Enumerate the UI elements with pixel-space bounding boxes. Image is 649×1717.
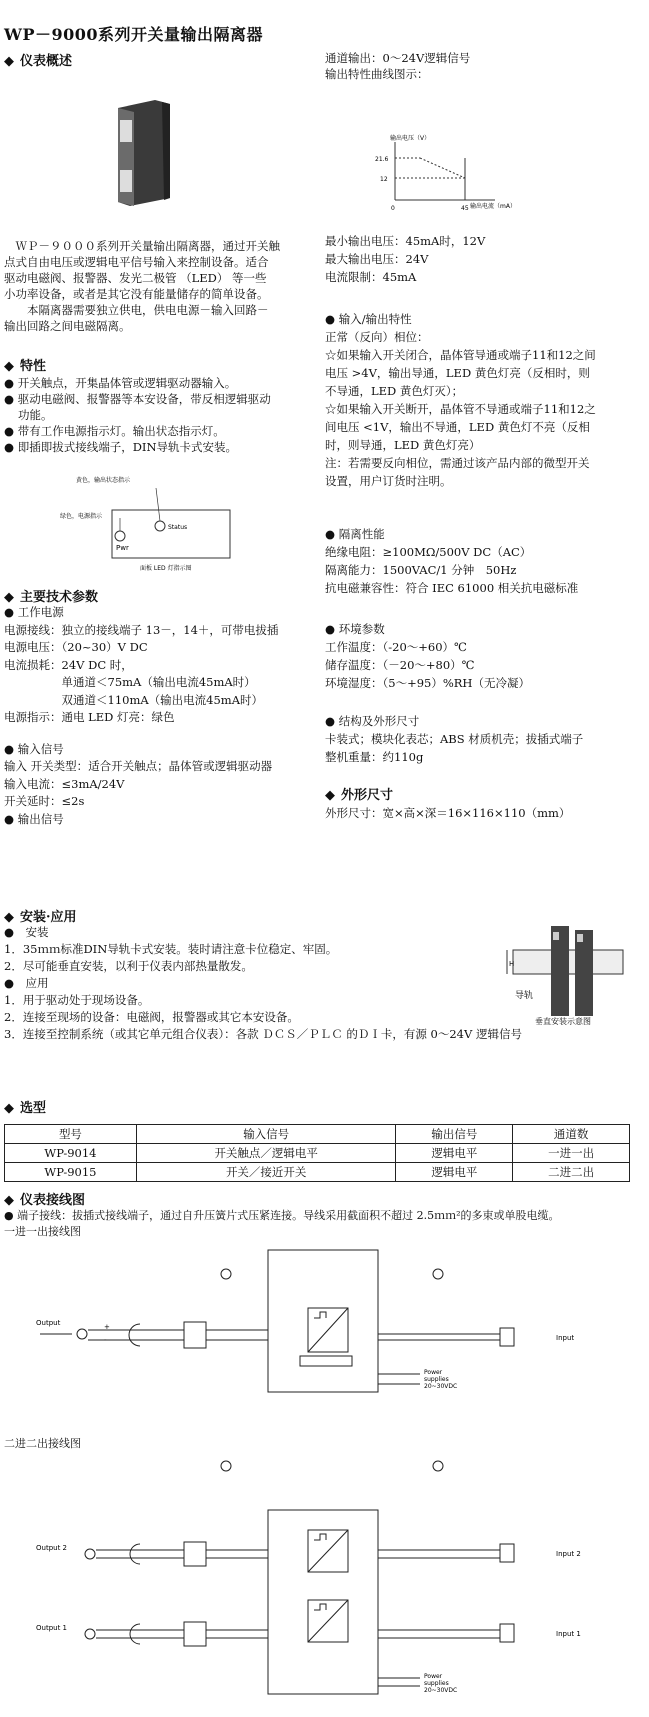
tech-heading: ◆ 主要技术参数	[4, 590, 99, 605]
output1-label: Output 1	[36, 1624, 67, 1632]
single-diagram-label: 一进一出接线图	[4, 1225, 81, 1238]
list-item: ● 带有工作电源指示灯。输出状态指示灯。	[4, 424, 225, 438]
rail-h-label: H	[509, 960, 515, 968]
output-curve-chart	[345, 130, 525, 220]
dims-text: 外形尺寸：宽×高×深＝16×116×110（mm）	[325, 806, 571, 820]
structure-lines: ● 结构及外形尺寸 卡装式；模块化表芯；ABS 材质机壳；拔插式端子 整机重量：约110g	[325, 714, 584, 764]
table-header-row: 型号 输入信号 输出信号 通道数	[5, 1125, 630, 1144]
rail-label: 导轨	[515, 991, 534, 1001]
io-characteristics: ● 输入/输出特性 正常（反向）相位： ☆如果输入开关闭合，晶体管导通或端子11和12之间 电压 >4V，输出导通，LED 黄色灯亮（反相时，则 不导通，LED 黄色灯灭）； ☆如果输入开关断开，晶体管不导通或端子11和12之 间电压 <1V，输出不导通，LED 黄色灯不亮（反相 时，则导通，LED 黄色灯亮） 注：若需要反向相位，需通过该产品内部的微型开关 设置，用户订货时注明。	[325, 312, 596, 488]
features-list	[4, 375, 299, 455]
supplies-label: supplies	[424, 1376, 449, 1383]
table-row: WP-9015 开关／接近开关 逻辑电平 二进二出	[5, 1163, 630, 1182]
input2-label: Input 2	[556, 1550, 581, 1558]
dims-heading: ◆ 外形尺寸	[325, 788, 394, 803]
rail-install-diagram	[505, 920, 640, 1030]
selection-heading: ◆ 选型	[4, 1101, 47, 1116]
svg-text:-: -	[104, 1336, 107, 1344]
curve-x0: 0	[391, 205, 395, 212]
overview-paragraph: ＷＰ－９０００系列开关量输出隔离器，通过开关触 点式自由电压或逻辑电平信号输入来控制设备。适合 驱动电磁阀、报警器、发光二极管 （LED） 等一些 小功率设备，或者是其它没有能量储存的简单设备。 本隔离器需要独立供电，供电电源－输入回路－ 输出回路之间电磁隔离。	[4, 239, 280, 333]
double-wiring-diagram	[0, 1450, 649, 1710]
svg-text:supplies: supplies	[424, 1680, 449, 1687]
svg-text:+: +	[104, 1323, 110, 1331]
isolation-lines: ● 隔离性能 绝缘电阻：≥100MΩ/500V DC（AC） 隔离能力：1500VAC/1 分钟 50Hz 抗电磁兼容性：符合 IEC 61000 相关抗电磁标准	[325, 527, 579, 595]
install-heading: ◆ 安装·应用	[4, 910, 77, 925]
curve-x1: 45	[461, 205, 469, 212]
wiring-heading: ◆ 仪表接线图	[4, 1193, 86, 1208]
install-lines: ● 安装 1．35ｍｍ标准DIN导轨卡式安装。装时请注意卡位稳定、牢固。 2．尽可能垂直安装，以利于仪表内部热量散发。 ● 应用 1．用于驱动处于现场设备。 2．连接至现场的设备：电磁阀，报警器或其它本安设备。 3．连接至控制系统（或其它单元组合仪表）：各款 ＤＣＳ／ＰＬＣ 的ＤＩ卡，有源 0～24V 逻辑信号	[4, 925, 522, 1041]
output-label: Output	[36, 1319, 61, 1327]
channel-output-text: 通道输出：0～24V逻辑信号 输出特性曲线图示：	[325, 51, 471, 81]
page-title: WP－9000系列开关量输出隔离器	[4, 25, 264, 44]
environment-lines: ● 环境参数 工作温度：（-20～+60）℃ 储存温度：（－20～+80）℃ 环境湿度：（5～+95）%RH（无冷凝）	[325, 622, 530, 690]
curve-ylabel: 输出电压（V）	[390, 135, 431, 142]
list-item: ● 开关触点，开集晶体管或逻辑驱动器输入。	[4, 376, 237, 390]
rail-caption: 垂直安装示意图	[535, 1017, 591, 1026]
features-heading: ◆ 特性	[4, 359, 47, 374]
input-label: Input	[556, 1334, 575, 1342]
output-spec-lines: 最小输出电压：45mA时，12V 最大输出电压：24V 电流限制：45mA	[325, 234, 486, 284]
output2-label: Output 2	[36, 1544, 67, 1552]
led-status-label: 黄色，输出状态指示	[76, 477, 131, 484]
tech-lines: ● 工作电源 电源接线：独立的接线端子 13－，14＋，可带电拔插 电源电压：（20~30）V DC 电流损耗：24V DC 时， 单通道＜75mA（输出电流45mA时） 双通道＜110mA（输出电流45mA时） 电源指示：通电 LED 灯亮：绿色 ● 输入信号 输入 开关类型：适合开关触点；晶体管或逻辑驱动器 输入电流：≤3mA/24V 开关延时：≤2s ● 输出信号	[4, 605, 279, 826]
wiring-note: ● 端子接线：拔插式接线端子，通过自升压簧片式压紧连接。导线采用截面积不超过 2.5ｍｍ²的多束或单股电缆。	[4, 1209, 560, 1222]
svg-text:20~30VDC: 20~30VDC	[424, 1687, 458, 1694]
list-item: ● 驱动电磁阀、报警器等本安设备，带反相逻辑驱动	[4, 392, 271, 406]
led-indicator-diagram	[60, 470, 240, 580]
volt-label: 20~30VDC	[424, 1383, 458, 1390]
device-image	[100, 98, 190, 208]
pwr-text: Pwr	[116, 544, 129, 552]
list-item: 功能。	[18, 408, 53, 422]
curve-y1: 21.6	[375, 156, 389, 163]
single-wiring-diagram	[0, 1238, 649, 1428]
list-item: ● 即插即拔式接线端子，DIN导轨卡式安装。	[4, 440, 238, 454]
input1-label: Input 1	[556, 1630, 581, 1638]
overview-heading: ◆ 仪表概述	[4, 54, 73, 69]
power-label: Power	[424, 1369, 443, 1376]
status-text: Status	[168, 524, 188, 531]
table-row: WP-9014 开关触点／逻辑电平 逻辑电平 一进一出	[5, 1144, 630, 1163]
double-diagram-label: 二进二出接线图	[4, 1437, 81, 1450]
selection-table	[4, 1124, 630, 1182]
curve-y2: 12	[380, 176, 388, 183]
led-caption: 面板 LED 灯指示图	[140, 565, 192, 572]
led-pwr-label: 绿色，电源指示	[60, 513, 103, 520]
curve-xlabel: 输出电流（mA）	[470, 203, 516, 210]
svg-text:Power: Power	[424, 1673, 443, 1680]
